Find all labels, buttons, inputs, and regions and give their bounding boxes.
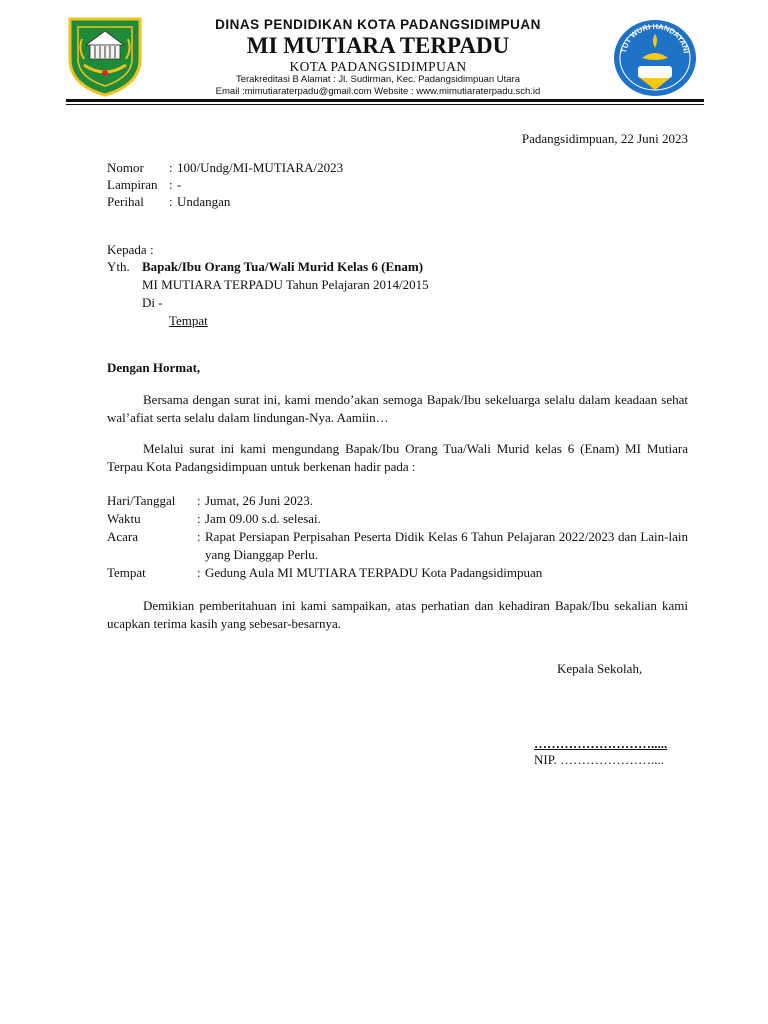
signature-name-line: ……………………….....: [534, 736, 668, 751]
recipient-name: Bapak/Ibu Orang Tua/Wali Murid Kelas 6 (Enam): [142, 259, 424, 274]
recipient-institution: MI MUTIARA TERPADU Tahun Pelajaran 2014/2015: [142, 277, 429, 292]
greeting: Dengan Hormat,: [107, 360, 201, 375]
letter-header-fields: [107, 160, 343, 211]
closing-paragraph: Demikian pemberitahuan ini kami sampaikan, atas perhatian dan kehadiran Bapak/Ibu sekalian kami ucapkan terima kasih yang sebesar-besarnya.: [107, 598, 688, 631]
school-name: MI MUTIARA TERPADU: [246, 33, 510, 58]
regional-emblem-logo: [66, 15, 144, 97]
school-city: KOTA PADANGSIDIMPUAN: [289, 59, 467, 74]
place-date: Padangsidimpuan, 22 Juni 2023: [521, 131, 688, 146]
recipient-yth: Yth.: [107, 259, 130, 274]
logo-motto: TUT WURI HANDAYANI: [619, 21, 691, 54]
school-contact: Email :mimutiaraterpadu@gmail.com Website : www.mimutiaraterpadu.sch.id: [215, 86, 541, 97]
tut-wuri-handayani-logo: [612, 18, 698, 98]
event-row-date: Hari/Tanggal : Jumat, 26 Juni 2023.: [107, 493, 313, 508]
recipient-di: Di -: [142, 295, 163, 310]
school-address: Terakreditasi B Alamat : Jl. Sudirman, Kec. Padangsidimpuan Utara: [235, 74, 521, 85]
event-row-agenda: Acara : Rapat Persiapan Perpisahan Peserta Didik Kelas 6 Tahun Pelajaran 2022/2023 dan Lain-lain yang Dianggap Perlu.: [107, 529, 688, 562]
signature-title: Kepala Sekolah,: [557, 661, 643, 676]
invitation-paragraph: Melalui surat ini kami mengundang Bapak/Ibu Orang Tua/Wali Murid kelas 6 (Enam) MI Mutiara Terpau Kota Padangsidimpuan untuk berkenan hadir pada :: [107, 441, 688, 474]
field-lampiran: Lampiran : -: [107, 177, 182, 192]
field-perihal: Perihal : Undangan: [107, 194, 231, 209]
recipient-kepada: Kepada :: [107, 242, 154, 257]
event-details: [107, 492, 688, 582]
event-row-time: Waktu : Jam 09.00 s.d. selesai.: [107, 511, 321, 526]
signature-nip: NIP. …………………....: [534, 752, 665, 767]
field-nomor: Nomor : 100/Undg/MI-MUTIARA/2023: [107, 160, 344, 175]
letterhead-divider: [66, 99, 704, 102]
opening-paragraph: Bersama dengan surat ini, kami mendo’akan semoga Bapak/Ibu sekeluarga selalu dalam keadaan sehat wal’afiat serta selalu dalam lindungan-Nya. Aamiin…: [107, 392, 688, 425]
recipient-tempat: Tempat: [169, 313, 208, 328]
event-row-place: Tempat : Gedung Aula MI MUTIARA TERPADU Kota Padangsidimpuan: [107, 565, 543, 580]
letterhead-divider-thin: [66, 104, 704, 105]
agency-name: DINAS PENDIDIKAN KOTA PADANGSIDIMPUAN: [215, 17, 541, 32]
